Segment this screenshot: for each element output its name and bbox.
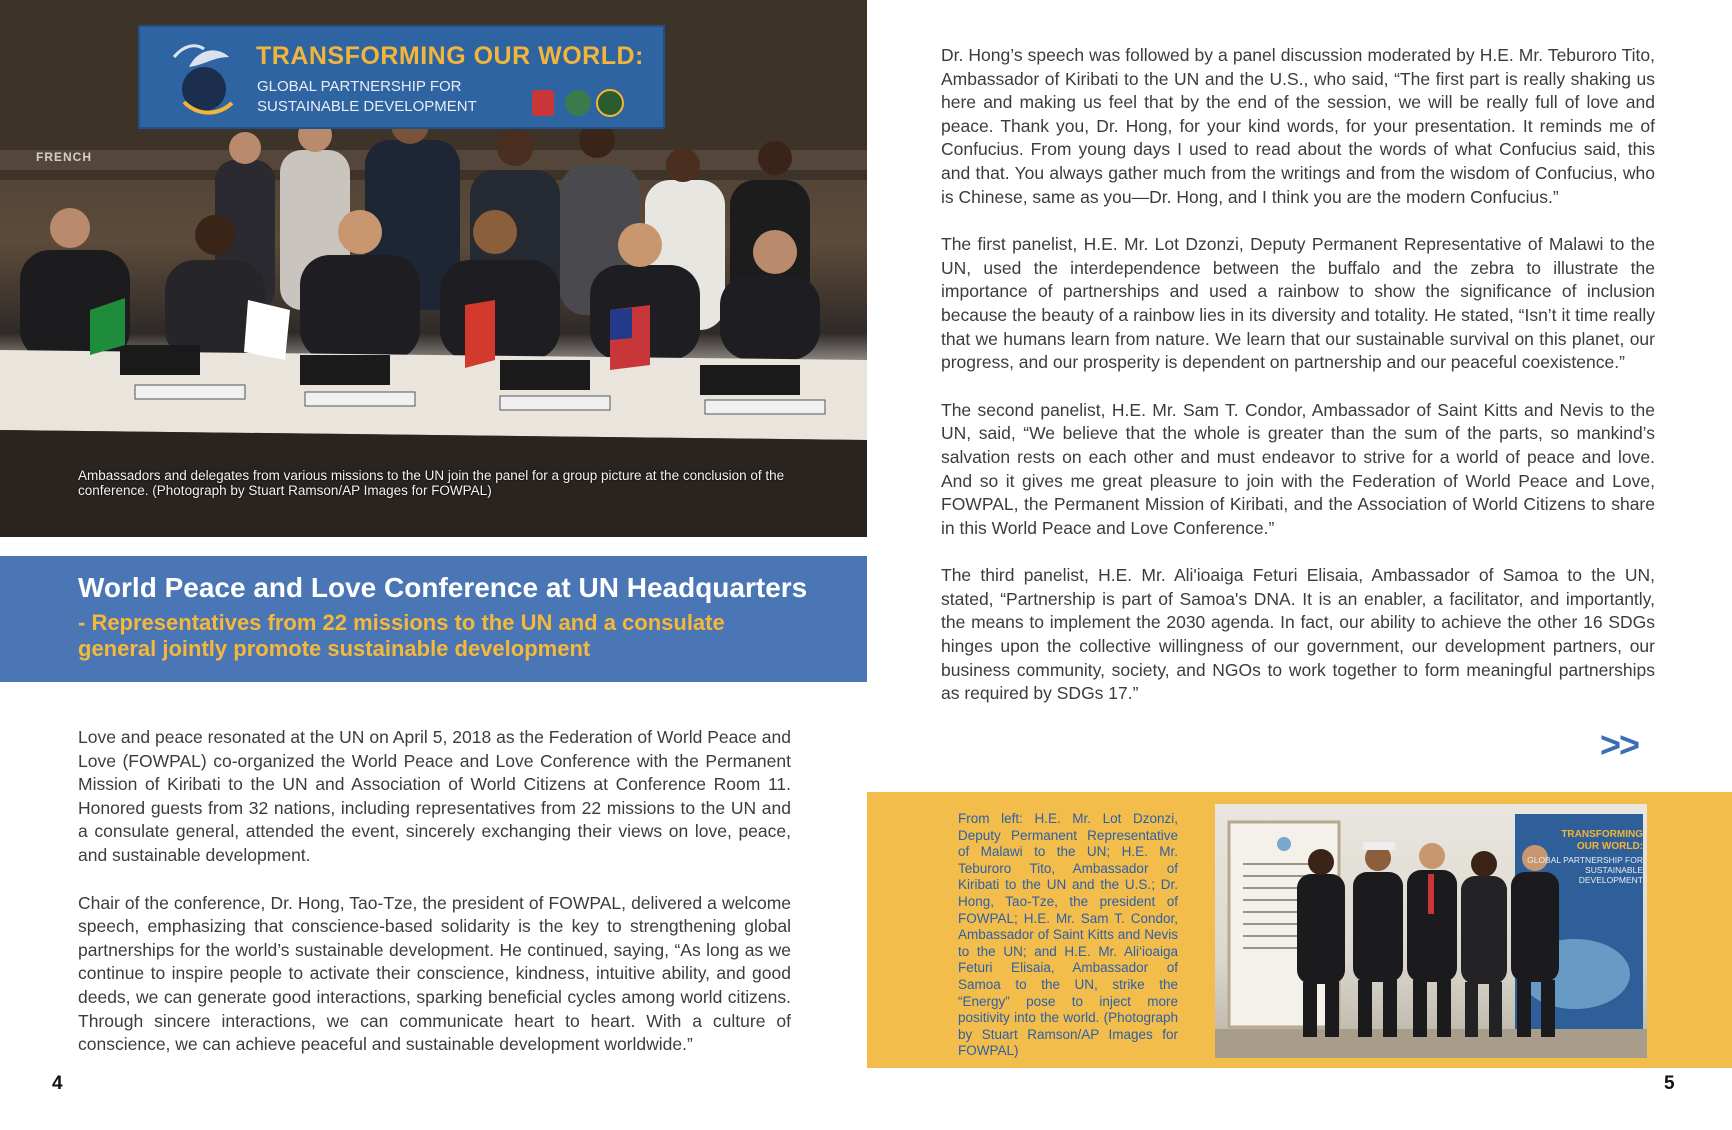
- left-body-text: [78, 726, 791, 1081]
- bottom-photo-caption: From left: H.E. Mr. Lot Dzonzi, Deputy Permanent Representative of Malawi to the UN; H.E. Mr. Teburoro Tito, Ambassador of Kiribati to the UN and the U.S.; Dr. Hong, Tao-Tze, the president of FOWPAL; H.E. Mr. Sam T. Condor, Ambassador of Saint Kitts and Nevis to the UN; and H.E. Mr. Ali‘ioaiga Feturi Elisaia, Ambassador of Samoa to the UN, strike the “Energy” pose to inject more positivity into the world. (Photograph by Stuart Ramson/AP Images for FOWPAL): [958, 811, 1178, 1059]
- photo-caption: Ambassadors and delegates from various missions to the UN join the panel for a group picture at the conclusion of the conference. (Photograph by Stuart Ramson/AP Images for FOWPAL): [78, 468, 785, 498]
- right-body-text: [941, 44, 1655, 730]
- conference-banner: [138, 25, 665, 129]
- dove-globe-logo: [144, 27, 254, 127]
- banner-title: TRANSFORMING OUR WORLD:: [256, 42, 644, 70]
- article-title: World Peace and Love Conference at UN Headquarters: [78, 572, 808, 603]
- article-subtitle: - Representatives from 22 missions to the UN and a consulate general jointly promote sustainable development: [78, 610, 725, 661]
- energy-pose-photo: [1215, 804, 1647, 1058]
- article-header: [0, 556, 867, 682]
- paragraph: Love and peace resonated at the UN on April 5, 2018 as the Federation of World Peace and Love (FOWPAL) co-organized the World Peace and Love Conference with the Permanent Mission of Kiribati to the UN and Association of World Citizens at Conference Room 11. Honored guests from 32 nations, including representatives from 22 missions to the UN and a consulate general, attended the event, sincerely exchanging their views on love, peace, and sustainable development.: [78, 727, 791, 865]
- paragraph: The third panelist, H.E. Mr. Ali'ioaiga Feturi Elisaia, Ambassador of Samoa to the UN, stated, “Partnership is part of Samoa's DNA. It is an enabler, a facilitator, and importantly, the means to implement the 2030 agenda. In fact, our ability to achieve the other 16 SDGs hinges upon the collective willingness of our government, our development partners, our business community, society, and NGOs to work together to form meaningful partnerships as required by SDGs 17.”: [941, 565, 1655, 704]
- photo-banner-subtitle: GLOBAL PARTNERSHIP FOR SUSTAINABLE DEVELOPMENT: [1527, 855, 1643, 885]
- photo-caption-band: [867, 792, 1732, 1068]
- photo-banner-title: TRANSFORMING OUR WORLD:: [1561, 829, 1643, 852]
- page-number-right: 5: [1664, 1073, 1675, 1094]
- page-number-left: 4: [52, 1073, 63, 1094]
- group-photo: [0, 0, 867, 537]
- continue-arrows-icon: >>: [1600, 724, 1639, 765]
- emblem-icons: [530, 82, 630, 122]
- banner-subtitle: GLOBAL PARTNERSHIP FOR SUSTAINABLE DEVELOPMENT: [257, 78, 477, 115]
- paragraph: The second panelist, H.E. Mr. Sam T. Condor, Ambassador of Saint Kitts and Nevis to the UN, said, “We believe that the whole is greater than the sum of the parts, so mankind’s salvation rests on each other and must endeavor to strive for a world of peace and love. And so it gives me great pleasure to join with the Federation of World Peace and Love, FOWPAL, the Permanent Mission of Kiribati, and the Association of World Citizens to share in this World Peace and Love Conference.”: [941, 399, 1655, 538]
- paragraph: Chair of the conference, Dr. Hong, Tao-Tze, the president of FOWPAL, delivered a welcome speech, emphasizing that conscience-based solidarity is the key to strengthening global partnerships for the world’s sustainable development. He continued, saying, “As long as we continue to inspire people to activate their conscience, kindness, intuitive ability, and good deeds, we can generate good interactions, sparking beneficial cycles among world citizens. Through sincere interactions, we can communicate heart to heart. With a culture of conscience, we can achieve peaceful and sustainable development worldwide.”: [78, 892, 791, 1055]
- room-label: FRENCH: [36, 150, 92, 164]
- paragraph: The first panelist, H.E. Mr. Lot Dzonzi, Deputy Permanent Representative of Malawi to the UN, used the interdependence between the buffalo and the zebra to illustrate the importance of partnerships and used a rainbow to show the significance of inclusion because the beauty of a rainbow lies in its diversity and totality. He stated, “Isn’t it time really that we humans learn from nature. We learn that our sustainable survival on this planet, our progress, and our prosperity is dependent on partnership and our peaceful coexistence.”: [941, 234, 1655, 373]
- paragraph: Dr. Hong’s speech was followed by a panel discussion moderated by H.E. Mr. Teburoro Tito, Ambassador of Kiribati to the UN and the U.S., who said, “The first part is really shaking us here and making us feel that by the end of the session, we will be really full of love and peace. Thank you, Dr. Hong, for your kind words, for your presentation. It reminds me of Confucius. From young days I used to read about the words of what Confucius said, this and that. You always gather much from the writings and from the wisdom of Confucius, who is Chinese, same as you—Dr. Hong, and I think you are the modern Confucius.”: [941, 45, 1655, 207]
